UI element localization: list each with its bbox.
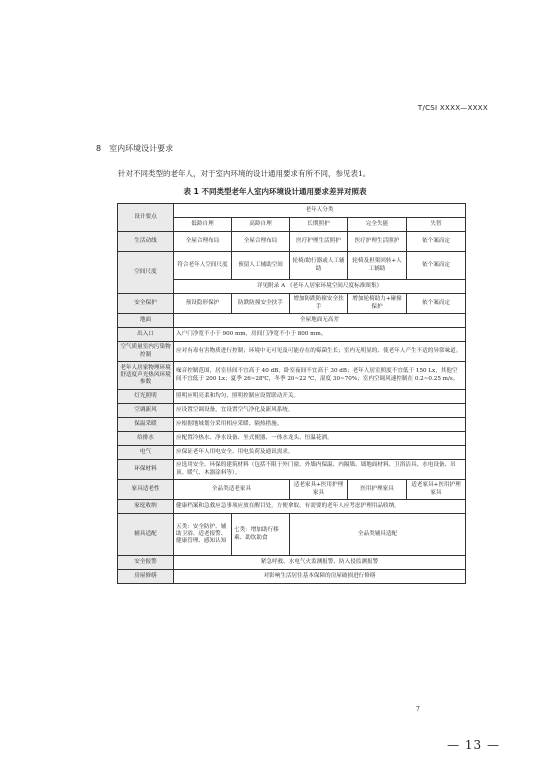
table-cell: 增加轮椅助力+碰撞保护: [348, 294, 407, 314]
row-name: 地面: [118, 314, 174, 328]
row-name: 家庭收纳: [118, 500, 174, 514]
table-row: [118, 328, 466, 342]
table-row: [118, 232, 466, 252]
table-cell: 七类：增加助行移乘、助饮助食: [232, 514, 290, 556]
row-name: 给排水: [118, 432, 174, 446]
table-cell: 应设置空调设备，宜设置空气净化及新风系统。: [174, 404, 466, 418]
document-code: T/CSI XXXX—XXXX: [417, 104, 488, 112]
table-cell: 依个案而定: [407, 232, 466, 252]
table-row: [118, 480, 466, 500]
table-header-row: [118, 204, 466, 218]
section-heading: [96, 143, 173, 154]
table-row: [118, 314, 466, 328]
table-cell: 全屋合理布局: [232, 232, 290, 252]
table-row: [118, 500, 466, 514]
table-cell: 依个案而定: [407, 252, 466, 280]
table-cell: 医疗护理生活照护: [348, 232, 407, 252]
row-name: 环保材料: [118, 460, 174, 480]
row-name: 空气质量室内污染物控制: [118, 342, 174, 362]
section-number: 8: [96, 144, 102, 153]
table-row: [118, 570, 466, 584]
row-name: 保温采暖: [118, 418, 174, 432]
table-cell: 全品类辅具适配: [290, 514, 466, 556]
table-cell: 噪音控制范围，居室昼间不宜高于 40 dB，卧室夜间不宜高于 30 dB；老年人居室照度不宜低于 150 Lx，其他空间不宜低于 200 Lx；夏季 26~28℃，冬季 20~22 ℃，湿度 30~70%；室内空调风速控制在 0.2~0.25 m/s。: [174, 362, 466, 390]
category-cell: 完全失能: [348, 218, 407, 232]
table-row: [118, 446, 466, 460]
row-name: 生活动线: [118, 232, 174, 252]
row-name: 空间尺度: [118, 252, 174, 294]
row-name: 出入口: [118, 328, 174, 342]
category-cell: 低龄自理: [174, 218, 232, 232]
table-cell: 五类：安全防护、辅助卫浴、适老报警、健康管理、感知认知: [174, 514, 232, 556]
table-cell: 预设隐形保护: [174, 294, 232, 314]
table-cell: 应配置冷热水、净水设备、坐式便器、一体水龙头、恒温花洒。: [174, 432, 466, 446]
table-cell: 轮椅及担架回转+人工辅助: [348, 252, 407, 280]
intro-paragraph: 针对不同类型的老年人，对于室内环境的设计通用要求有所不同，参见表1。: [118, 169, 371, 178]
table-cell: 入户门净宽不小于 900 mm，房间门净宽不小于 800 mm。: [174, 328, 466, 342]
table-cell: 依个案而定: [407, 294, 466, 314]
table-cell: 适老家具+医用护理家具: [290, 480, 348, 500]
table-cell: 医疗护理生活照护: [290, 232, 348, 252]
table-row: [118, 514, 466, 556]
category-cell: 长期照护: [290, 218, 348, 232]
table-row: [118, 432, 466, 446]
header-elder-category: 老年人分类: [174, 204, 466, 218]
section-title: 室内环境设计要求: [109, 144, 174, 153]
table-cell: 应根据地域划分采用相应采暖、隔热措施。: [174, 418, 466, 432]
row-name: 老年人居家物理环境舒适度声光热风环境参数: [118, 362, 174, 390]
table-row: [118, 556, 466, 570]
table-row: [118, 362, 466, 390]
table-cell: 符合老年人空间尺度: [174, 252, 232, 280]
table-cell: 应对有毒有害物质进行控制；环境中无可见及可能存在的霉菌生长；室内无明显的、使老年人产生不适的异常味道。: [174, 342, 466, 362]
requirements-table: [117, 203, 466, 584]
category-cell: 失智: [407, 218, 466, 232]
table-row: [118, 418, 466, 432]
table-cell: 健康档案和急救应急事项应放在醒目处，方便拿取，有需要的老年人应考虑护理用品收纳。: [174, 500, 466, 514]
table-cell: 紧急呼救、水电气火监测报警、防入侵监测报警: [174, 556, 466, 570]
row-name: 电气: [118, 446, 174, 460]
table-cell: 对影响生活居住基本保障的房屋破损进行修缮: [174, 570, 466, 584]
table-row: [118, 460, 466, 480]
table-row: [118, 390, 466, 404]
table-cell: 医用护理家具: [348, 480, 407, 500]
table-note-cell: 详见附录 A 《老年人居家环境空间尺度标准图集》: [174, 280, 466, 294]
table-cell: 全品类适老家具: [174, 480, 290, 500]
category-cell: 高龄自理: [232, 218, 290, 232]
table-row: [118, 294, 466, 314]
table-row: [118, 342, 466, 362]
row-name: 安全报警: [118, 556, 174, 570]
table-cell: 照明应明亮柔和均匀，照明控制应设置联动开关。: [174, 390, 466, 404]
table-cell: 应选用安全、环保的建筑材料（包括不限于外门窗、外墙内保温、内隔墙、墙地面材料、卫浴洁具、水电设备、吊顶、暖气、木器涂料等）。: [174, 460, 466, 480]
page-number: — 13 —: [447, 738, 500, 752]
row-name: 家具适老性: [118, 480, 174, 500]
table-row: [118, 252, 466, 280]
row-name: 灯光照明: [118, 390, 174, 404]
table-cell: 应保证老年人用电安全、用电负荷及通讯需求。: [174, 446, 466, 460]
row-name: 空调新风: [118, 404, 174, 418]
row-name: 安全保护: [118, 294, 174, 314]
table-cell: 增加防跌防撞安全扶手: [290, 294, 348, 314]
row-name: 房屋修缮: [118, 570, 174, 584]
table-cell: 预留人工辅助空间: [232, 252, 290, 280]
table-cell: 全屋地面无高差: [174, 314, 466, 328]
table-cell: 轮椅/助行器或人工辅助: [290, 252, 348, 280]
inner-page-number: 7: [416, 706, 420, 713]
row-name: 辅具适配: [118, 514, 174, 556]
header-design-point: 设计要点: [118, 204, 174, 232]
table-row: [118, 404, 466, 418]
table-caption: 表 1 不同类型老年人室内环境设计通用要求差异对照表: [183, 187, 367, 196]
table-cell: 防跌防撞安全扶手: [232, 294, 290, 314]
table-cell: 全屋合理布局: [174, 232, 232, 252]
table-cell: 适老家具+医用护理家具: [407, 480, 466, 500]
